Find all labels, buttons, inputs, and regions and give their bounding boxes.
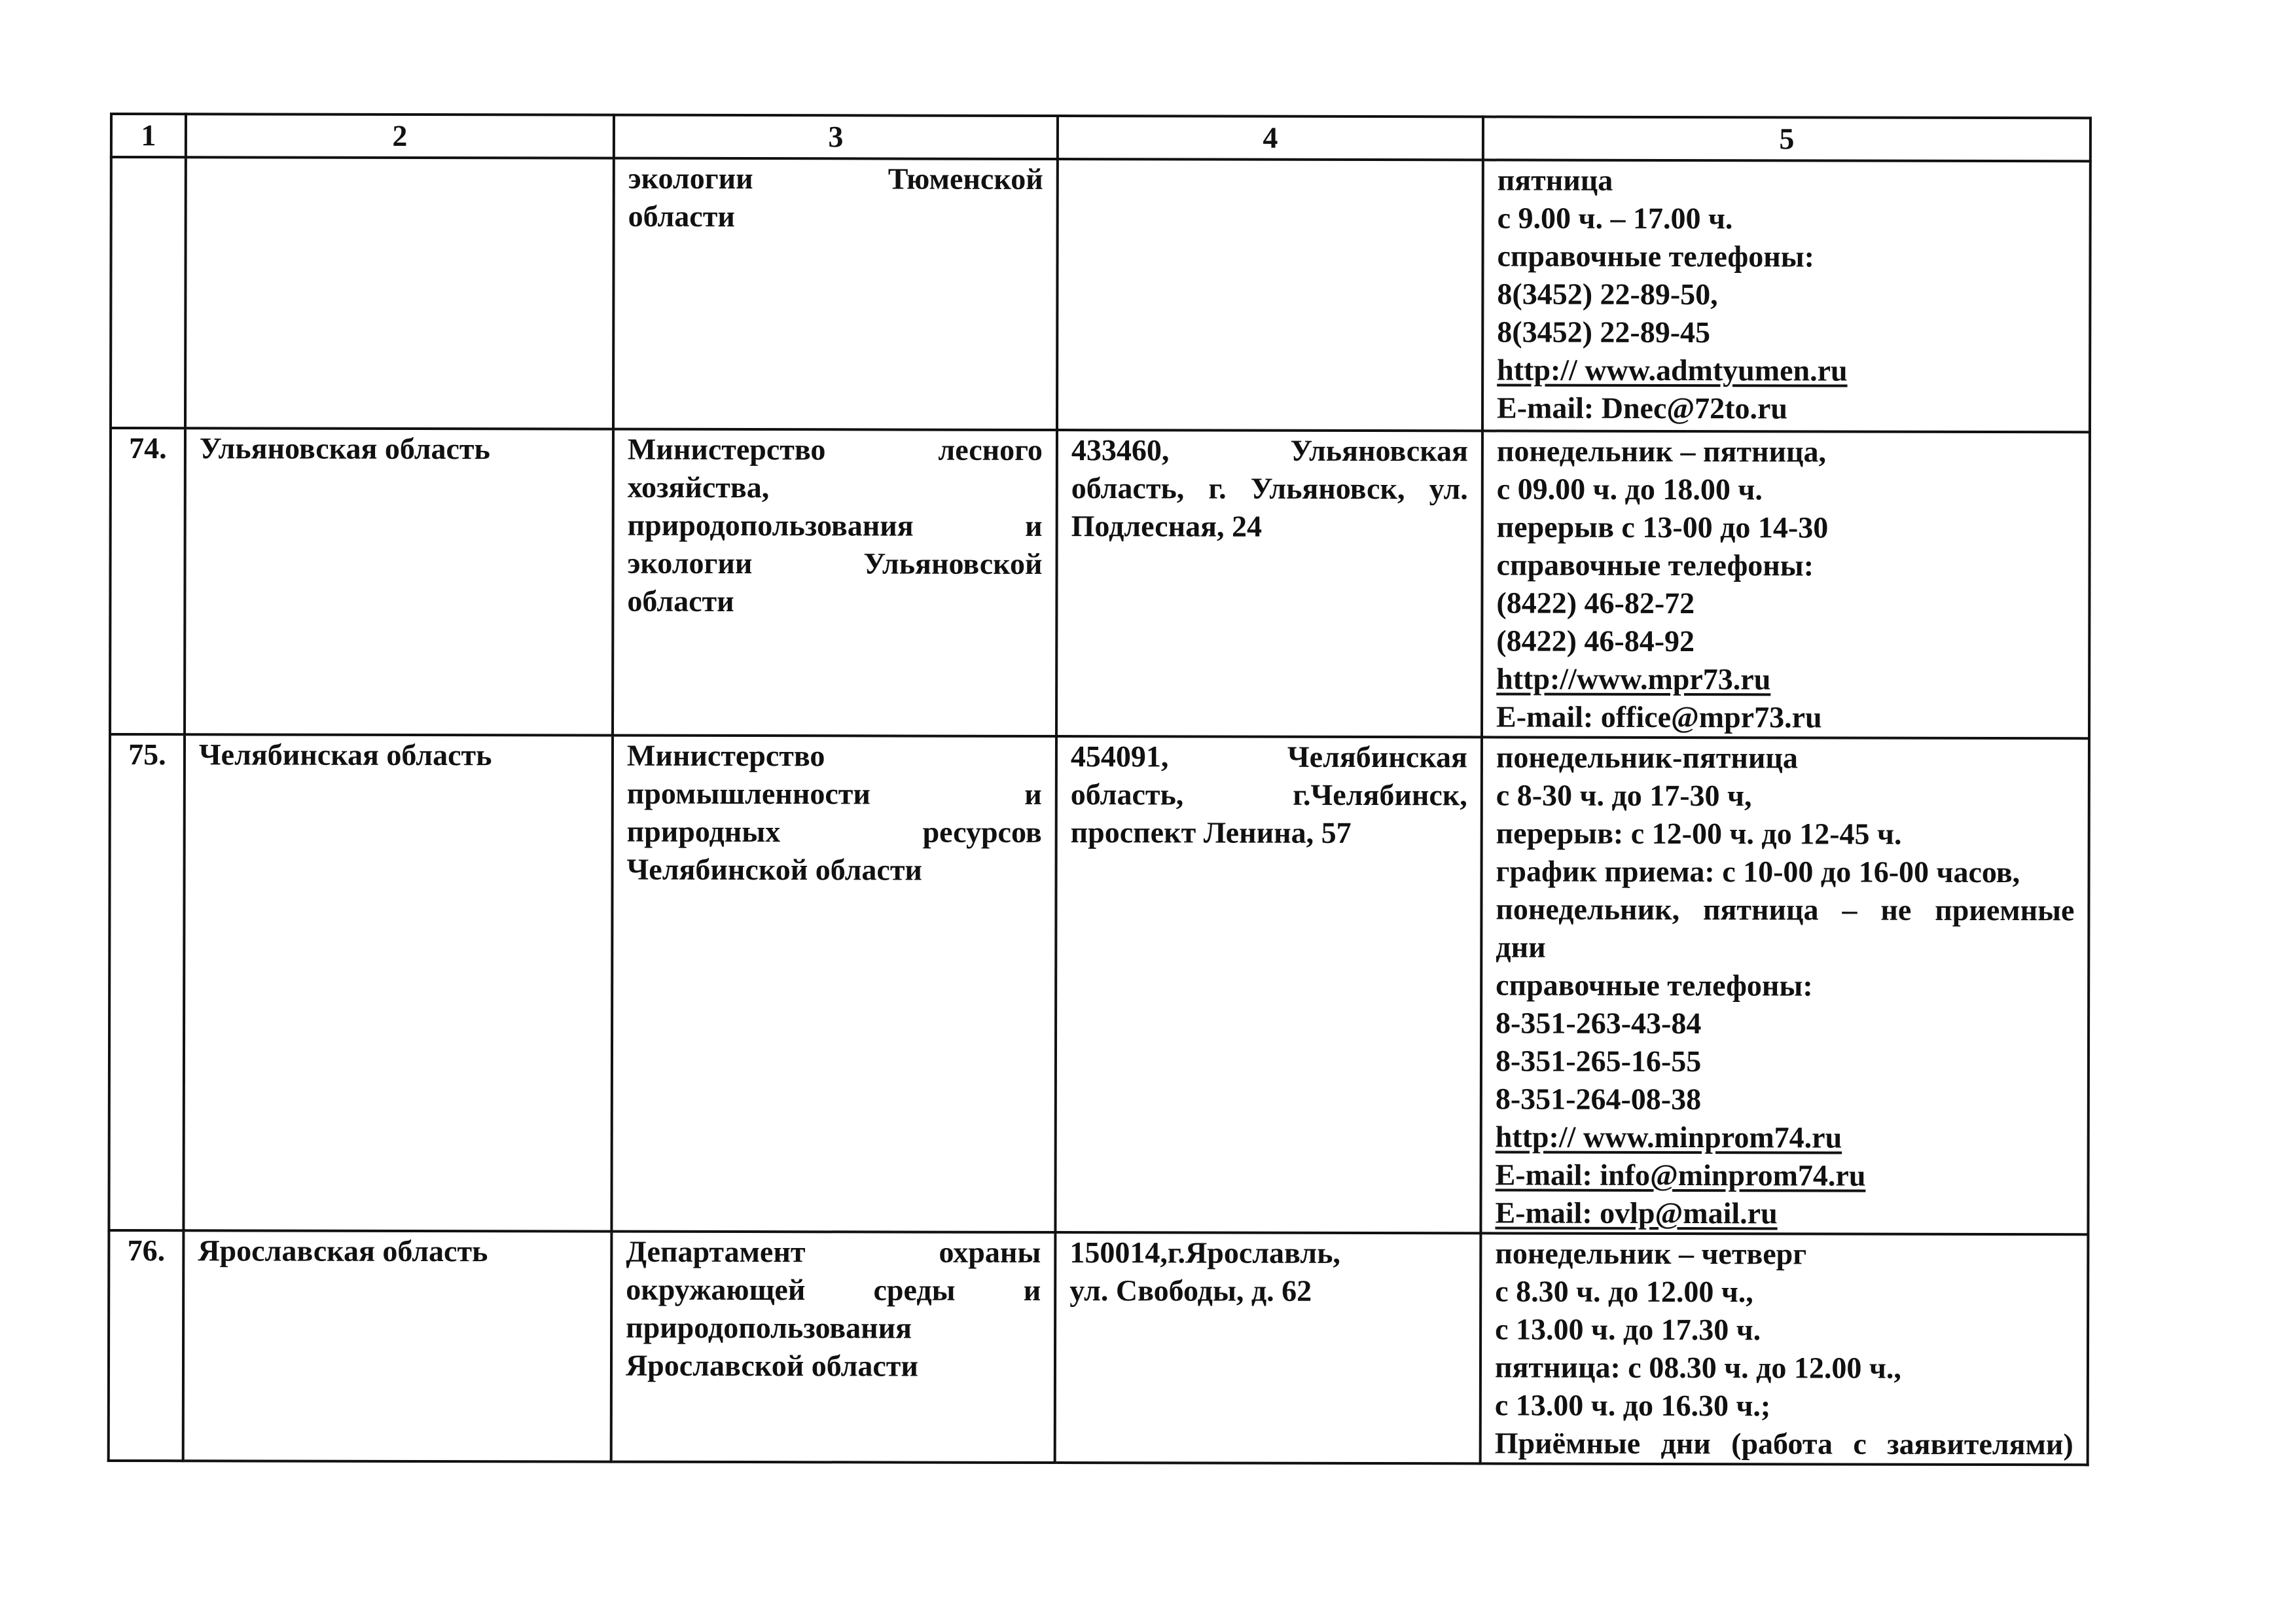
org-line: окружающей среды и xyxy=(626,1272,1041,1307)
website-link[interactable]: http:// www.admtyumen.ru xyxy=(1497,353,1848,387)
org-line: Министерство лесного xyxy=(627,432,1043,467)
contact-line: справочные телефоны: xyxy=(1496,968,1813,1003)
address-line: ул. Свободы, д. 62 xyxy=(1069,1274,1312,1308)
email-line: E-mail: Dnec@72to.ru xyxy=(1497,391,1788,425)
org-line: хозяйства, xyxy=(627,470,770,505)
contact-line: с 09.00 ч. до 18.00 ч. xyxy=(1496,472,1763,507)
org-line: природных ресурсов xyxy=(626,814,1042,849)
column-header-3: 3 xyxy=(614,115,1058,159)
column-header-5: 5 xyxy=(1483,116,2090,161)
contact-line: понедельник, пятница – не приемные xyxy=(1496,892,2075,927)
organization-cell xyxy=(611,736,1056,1232)
contact-line: с 8.30 ч. до 12.00 ч., xyxy=(1495,1274,1753,1309)
contact-line: перерыв с 13-00 до 14-30 xyxy=(1496,510,1829,544)
column-header-4: 4 xyxy=(1058,116,1483,160)
table-row xyxy=(110,428,2090,738)
address-line: область, г. Ульяновск, ул. xyxy=(1071,471,1468,506)
org-line: природопользования и xyxy=(627,508,1043,543)
contact-cell xyxy=(1480,1233,2089,1465)
region-cell: Ульяновская область xyxy=(185,428,613,735)
org-line: экологии Ульяновской xyxy=(627,546,1043,580)
contact-line: понедельник – четверг xyxy=(1495,1236,1807,1271)
organization-cell xyxy=(613,158,1058,430)
address-line: проспект Ленина, 57 xyxy=(1070,815,1352,849)
address-line: Подлесная, 24 xyxy=(1071,509,1263,543)
contact-line: пятница: с 08.30 ч. до 12.00 ч., xyxy=(1494,1350,1901,1385)
contact-line: с 9.00 ч. – 17.00 ч. xyxy=(1497,201,1733,236)
address-cell xyxy=(1056,430,1482,737)
address-cell xyxy=(1055,736,1482,1233)
org-line: Министерство xyxy=(626,738,825,773)
address-cell xyxy=(1055,1232,1481,1463)
address-line: 454091, Челябинская xyxy=(1070,740,1467,774)
contacts-table xyxy=(107,113,2092,1466)
contact-line: с 8-30 ч. до 17-30 ч, xyxy=(1496,778,1752,813)
organization-cell xyxy=(611,1232,1056,1463)
row-number: 75. xyxy=(109,734,185,1230)
contact-line: (8422) 46-82-72 xyxy=(1496,586,1695,620)
org-line: промышленности и xyxy=(626,776,1042,811)
region-cell: Ярославская область xyxy=(183,1230,612,1461)
org-line: Ярославской области xyxy=(625,1348,918,1383)
org-line: области xyxy=(628,199,735,234)
contact-line: перерыв: с 12-00 ч. до 12-45 ч. xyxy=(1496,816,1902,851)
contact-line: понедельник – пятница, xyxy=(1496,434,1827,469)
address-cell xyxy=(1057,159,1483,431)
row-number: 74. xyxy=(110,428,185,734)
website-link[interactable]: http://www.mpr73.ru xyxy=(1496,662,1771,696)
row-number xyxy=(111,157,186,428)
org-line: области xyxy=(627,584,734,618)
org-line: экологии Тюменской xyxy=(628,161,1043,196)
column-header-1: 1 xyxy=(111,114,186,157)
contact-line: Приёмные дни (работа с заявителями) xyxy=(1494,1426,2073,1461)
email-link[interactable]: E-mail: ovlp@mail.ru xyxy=(1495,1196,1778,1230)
column-header-2: 2 xyxy=(186,114,614,158)
contact-line: 8-351-263-43-84 xyxy=(1496,1006,1702,1041)
region-cell: Челябинская область xyxy=(183,734,613,1231)
row-number: 76. xyxy=(109,1230,184,1461)
contact-line: 8(3452) 22-89-45 xyxy=(1497,315,1711,349)
contact-cell xyxy=(1480,737,2089,1234)
org-line: Департамент охраны xyxy=(626,1234,1041,1269)
contact-line: график приема: с 10-00 до 16-00 часов, xyxy=(1496,854,2020,889)
contact-line: с 13.00 ч. до 16.30 ч.; xyxy=(1494,1388,1771,1423)
email-line: E-mail: office@mpr73.ru xyxy=(1496,700,1822,734)
table-row xyxy=(109,1230,2089,1465)
header-row xyxy=(111,114,2090,161)
address-line: 150014,г.Ярославль, xyxy=(1069,1236,1341,1270)
contact-line: 8-351-265-16-55 xyxy=(1495,1044,1702,1079)
website-link[interactable]: http:// www.minprom74.ru xyxy=(1495,1120,1842,1154)
contact-line: с 13.00 ч. до 17.30 ч. xyxy=(1495,1312,1761,1347)
organization-cell xyxy=(613,429,1057,736)
address-line: область, г.Челябинск, xyxy=(1070,777,1467,812)
contact-line: (8422) 46-84-92 xyxy=(1496,624,1695,658)
contact-line: справочные телефоны: xyxy=(1497,239,1815,274)
org-line: Челябинской области xyxy=(626,852,923,887)
org-line: природопользования xyxy=(626,1310,912,1345)
email-link[interactable]: E-mail: info@minprom74.ru xyxy=(1495,1158,1866,1192)
address-line: 433460, Ульяновская xyxy=(1071,433,1468,468)
contact-line: понедельник-пятница xyxy=(1496,740,1798,775)
table-row-continuation xyxy=(111,157,2090,432)
contact-cell xyxy=(1482,431,2090,738)
contact-cell xyxy=(1482,160,2090,432)
region-cell xyxy=(185,157,614,429)
contact-line: справочные телефоны: xyxy=(1496,548,1814,582)
contact-line: пятница xyxy=(1497,163,1613,197)
contact-line: 8(3452) 22-89-50, xyxy=(1497,277,1718,312)
table-row xyxy=(109,734,2089,1234)
contact-line: 8-351-264-08-38 xyxy=(1495,1082,1702,1116)
contact-line: дни xyxy=(1496,930,1546,964)
